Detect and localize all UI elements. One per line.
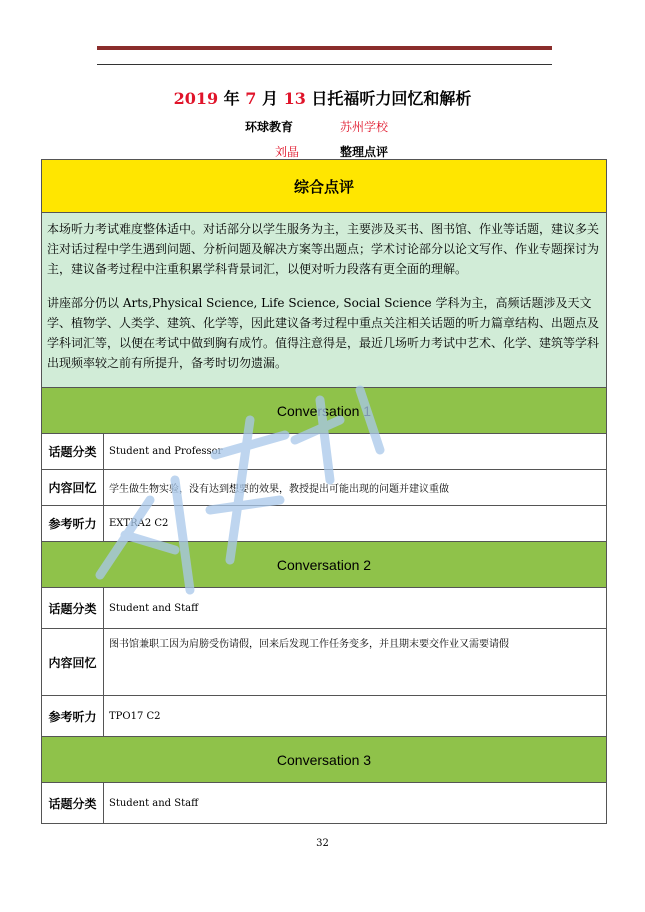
- title-text-1: 年: [218, 89, 246, 108]
- title-text-3: 日托福听力回忆和解析: [305, 89, 472, 108]
- conversation-2-topic: Student and Staff: [104, 588, 607, 629]
- table-row: [42, 506, 607, 542]
- table-row: [42, 470, 607, 506]
- conversation-1-heading: Conversation 1: [42, 388, 607, 434]
- conversation-1-reference: EXTRA2 C2: [104, 506, 607, 542]
- table-row: [42, 696, 607, 737]
- school-name: 苏州学校: [340, 120, 389, 134]
- review-paragraph-1: 本场听力考试难度整体适中。对话部分以学生服务为主，主要涉及买书、图书馆、作业等话题，建议多关注对话过程中学生遇到问题、分析问题及解决方案等出题点；学术讨论部分以论文写作、作业专题探讨为主，建议备考过程中注重积累学科背景词汇，以便对听力段落有更全面的理解。: [47, 222, 600, 276]
- table-row: [42, 434, 607, 470]
- page-number: 32: [316, 838, 329, 849]
- review-body: [42, 213, 607, 388]
- org-name: 环球教育: [245, 120, 294, 134]
- conversation-2-heading: Conversation 2: [42, 542, 607, 588]
- conversation-2-content: 图书馆兼职工因为肩膀受伤请假，回来后发现工作任务变多，并且期末要交作业又需要请假: [104, 629, 607, 696]
- topic-label: 话题分类: [42, 588, 104, 629]
- review-paragraph-2: 讲座部分仍以 Arts,Physical Science, Life Science, Social Science 学科为主，高频话题涉及天文学、植物学、人类学、建筑、化学等，因此建议备考过程中重点关注相关话题的听力篇章结构、出题点及学科词汇等，以便在考试中做到胸有成竹。值得注意得是，最近几场听力考试中艺术、化学、建筑等学科出现频率较之前有所提升，备考时切勿遗漏。: [47, 296, 600, 370]
- title-month: 7: [245, 89, 257, 108]
- page-title: [0, 86, 645, 109]
- title-text-2: 月: [256, 89, 284, 108]
- content-label: 内容回忆: [42, 629, 104, 696]
- reference-label: 参考听力: [42, 506, 104, 542]
- table-row: [42, 783, 607, 824]
- conversation-2-reference: TPO17 C2: [104, 696, 607, 737]
- table-row: [42, 629, 607, 696]
- conversation-1-content: 学生做生物实验，没有达到想要的效果，教授提出可能出现的问题并建议重做: [104, 470, 607, 506]
- author-role: 整理点评: [340, 145, 389, 159]
- topic-label: 话题分类: [42, 434, 104, 470]
- topic-label: 话题分类: [42, 783, 104, 824]
- reference-label: 参考听力: [42, 696, 104, 737]
- author-name: 刘晶: [275, 145, 300, 159]
- recall-table: [41, 159, 607, 824]
- content-label: 内容回忆: [42, 470, 104, 506]
- conversation-3-heading: Conversation 3: [42, 737, 607, 783]
- conversation-1-topic: Student and Professor: [104, 434, 607, 470]
- header-rule-thick: [97, 46, 552, 50]
- title-year: 2019: [173, 89, 219, 108]
- conversation-3-topic: Student and Staff: [104, 783, 607, 824]
- title-day: 13: [283, 89, 306, 108]
- table-row: [42, 588, 607, 629]
- review-heading: 综合点评: [42, 160, 607, 213]
- header-rule-thin: [97, 64, 552, 65]
